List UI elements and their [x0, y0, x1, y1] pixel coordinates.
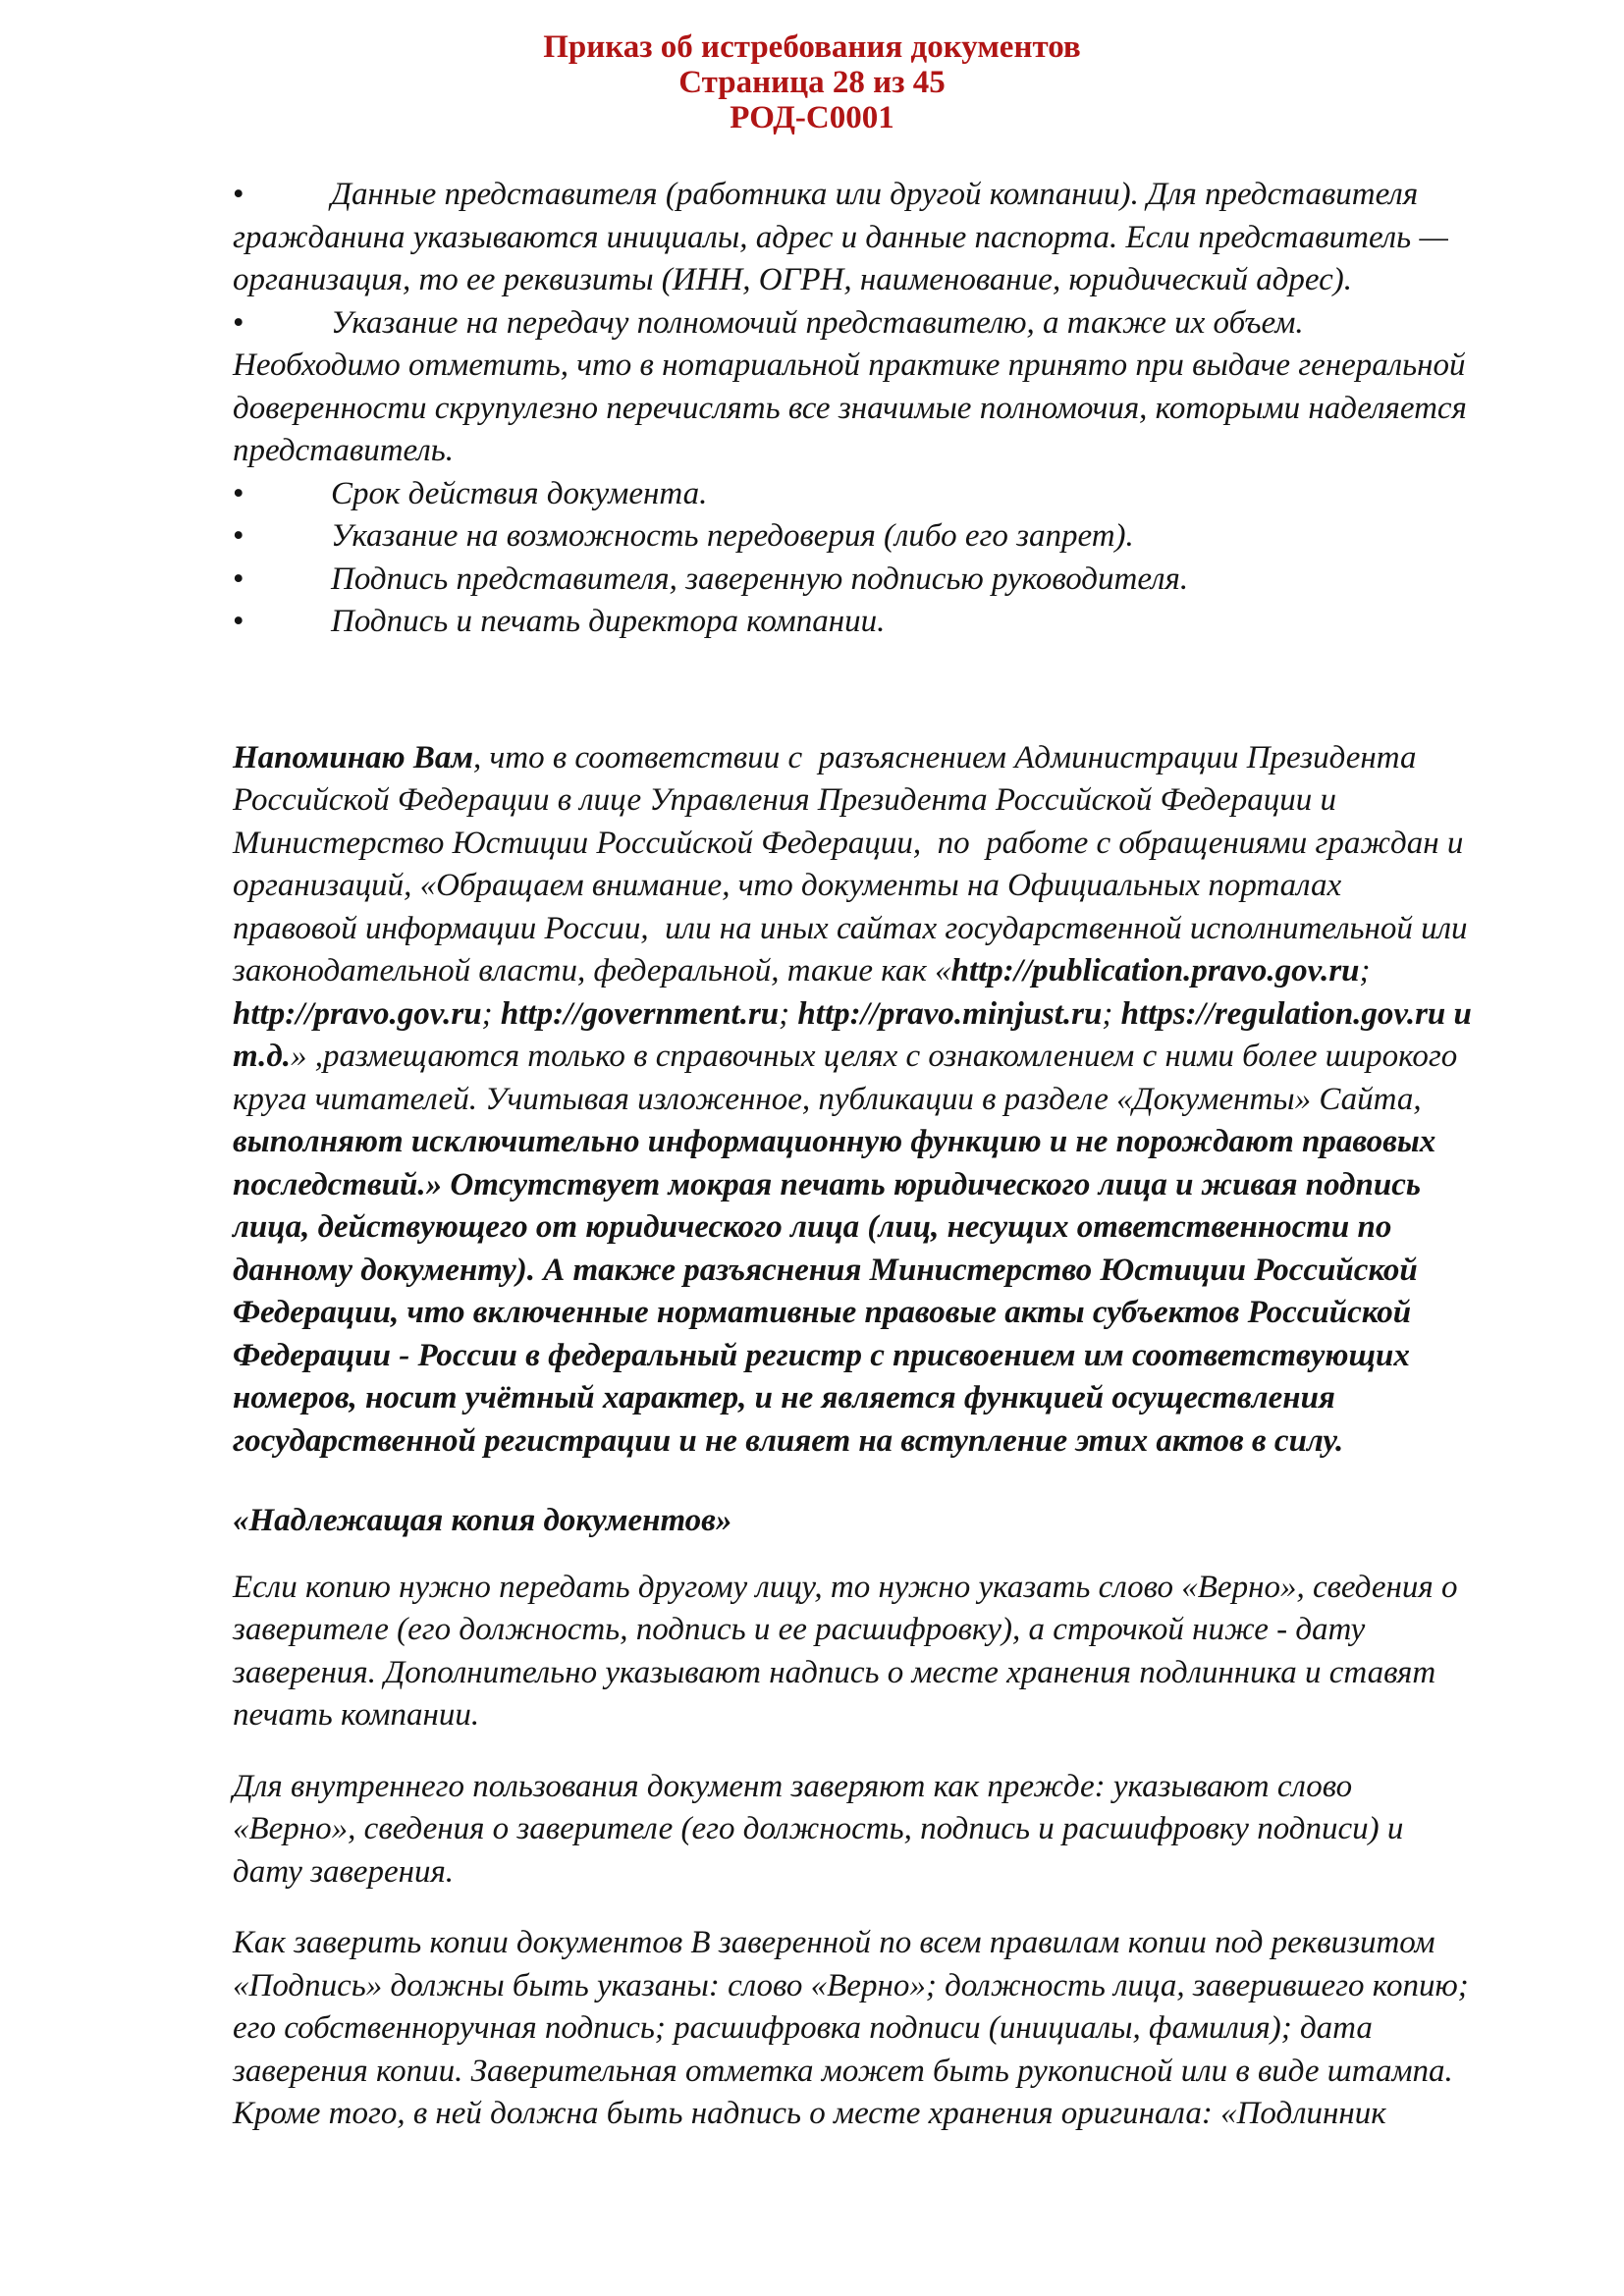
list-item	[233, 601, 1472, 644]
list-item	[233, 174, 1472, 302]
bullet-marker: •	[233, 518, 244, 554]
page-indicator: Страница 28 из 45	[678, 65, 946, 100]
paragraph-how-to-certify: Как заверить копии документов В заверенной по всем правилам копии под реквизитом «Подпись» должны быть указаны: слово «Верно»; должность лица, заверившего копию; его собственноручная подпись; расшифровка подписи (инициалы, фамилия); дата заверения копии. Заверительная отметка может быть рукописной или в виде штампа. Кроме того, в ней должна быть надпись о месте хранения оригинала: «Подлинник	[233, 1925, 1477, 2131]
paragraph-internal-use: Для внутреннего пользования документ заверяют как прежде: указывают слово «Верно», сведения о заверителе (его должность, подпись и расшифровку подписи) и дату заверения.	[233, 1768, 1412, 1890]
text-run: , что в соответствии с разъяснением Администрации Президента Российской Федерации в лице Управления Президента Российской Федерации и Министерство Юстиции Российской Федерации, по работе с обращениями граждан и организаций, «Обращаем внимание, что документы на Официальных порталах правовой информации России, или на иных сайтах государственной исполнительной или законодательной власти, федеральной, такие как «	[233, 739, 1476, 988]
text-run: ;	[481, 995, 501, 1032]
list-item-text: Данные представителя (работника или другой компании). Для представителя гражданина указываются инициалы, адрес и данные паспорта. Если представитель — организация, то ее реквизиты (ИНН, ОГРН, наименование, юридический адрес).	[233, 177, 1457, 297]
list-item-text: Подпись и печать директора компании.	[331, 604, 886, 639]
text-run: ;	[779, 995, 798, 1032]
list-item	[233, 559, 1472, 602]
text-run: https://regulation.gov.ru и т.д.	[233, 995, 1481, 1074]
text-run: ;	[1359, 953, 1379, 988]
section-heading: «Надлежащая копия документов»	[233, 1503, 732, 1538]
text-run: ;	[1102, 995, 1121, 1032]
bullet-marker: •	[233, 561, 244, 597]
list-item-text: Указание на возможность передоверия (либо его запрет).	[331, 518, 1134, 554]
page-header	[0, 0, 1624, 135]
document-code: РОД-С0001	[730, 100, 894, 135]
document-title: Приказ об истребования документов	[543, 29, 1081, 65]
list-item	[233, 515, 1472, 559]
bullet-marker: •	[233, 475, 244, 511]
text-run: » ,размещаются только в справочных целях с ознакомлением с ними более широкого круга читателей. Учитывая изложенное, публикации в разделе «Документы» Сайта,	[233, 1039, 1466, 1117]
bullet-marker: •	[233, 177, 244, 212]
text-run: выполняют исключительно информационную функцию и не порождают правовых последствий.» Отсутствует мокрая печать юридического лица и живая подпись лица, действующего от юридического лица (лиц, несущих ответственности по данному документу). А также разъяснения Министерство Юстиции Российской Федерации, что включенные нормативные правовые акты субъектов Российской Федерации - России в федеральный регистр с присвоением им соответствующих номеров, носит учётный характер, и не является функцией осуществления государственной регистрации и не влияет на вступление этих актов в силу.	[233, 1124, 1444, 1459]
document-body	[233, 174, 1481, 2136]
bullet-marker: •	[233, 604, 244, 639]
paragraph-copy-transfer: Если копию нужно передать другому лицу, то нужно указать слово «Верно», сведения о заверителе (его должность, подпись и ее расшифровку), а строчкой ниже - дату заверения. Дополнительно указывают надпись о месте хранения подлинника и ставят печать компании.	[233, 1569, 1466, 1733]
list-item-text: Срок действия документа.	[331, 475, 708, 511]
text-run: Напоминаю Вам	[233, 739, 474, 775]
reminder-paragraph	[233, 737, 1481, 1464]
list-item	[233, 473, 1472, 516]
list-item-text: Подпись представителя, заверенную подписью руководителя.	[331, 561, 1189, 597]
list-item	[233, 302, 1476, 473]
text-run: http://pravo.minjust.ru	[797, 995, 1103, 1032]
text-run: http://pravo.gov.ru	[233, 995, 482, 1032]
text-run: http://government.ru	[500, 995, 780, 1032]
bullet-marker: •	[233, 304, 244, 341]
text-run: http://publication.pravo.gov.ru	[950, 953, 1360, 988]
list-item-text: Указание на передачу полномочий представителю, а также их объем. Необходимо отметить, что в нотариальной практике принято при выдаче генеральной доверенности скрупулезно перечислять все значимые полномочия, которыми наделяется представитель.	[233, 304, 1476, 468]
